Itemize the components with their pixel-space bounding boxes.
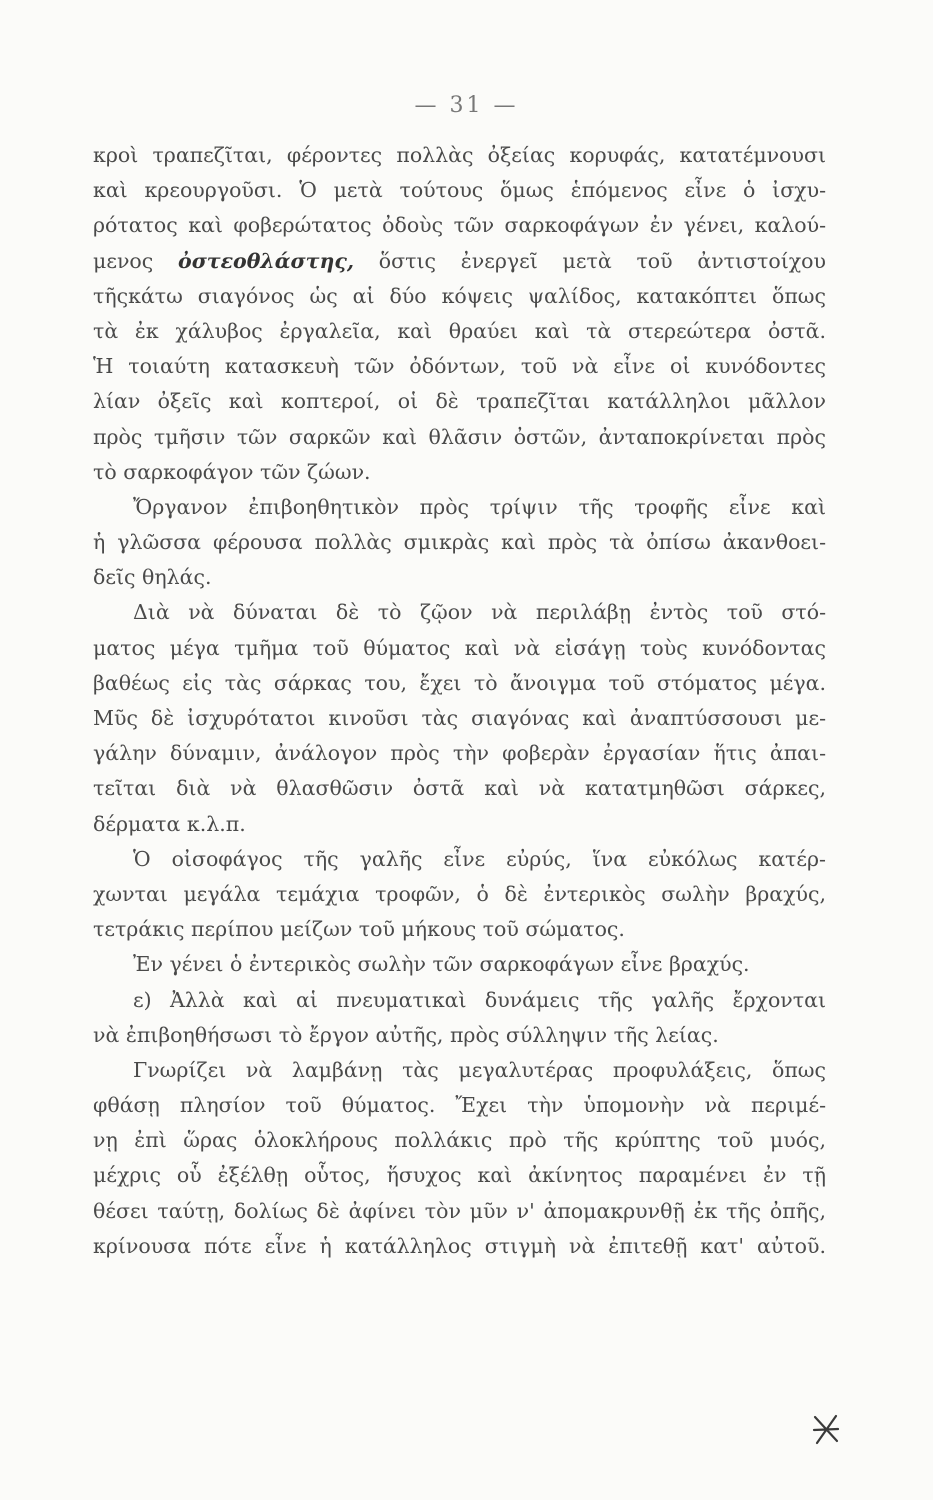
text-line: ματος μέγα τμῆμα τοῦ θύματος καὶ νὰ εἰσάγῃ τοὺς κυνόδοντας <box>93 635 826 660</box>
text-line: δεῖς θηλάς. <box>93 565 212 590</box>
text-line: μέχρις οὗ ἐξέλθῃ οὗτος, ἥσυχος καὶ ἀκίνητος παραμένει ἐν τῇ <box>93 1163 826 1188</box>
handwritten-x-mark-icon <box>812 1412 840 1446</box>
text-line: Ἡ τοιαύτη κατασκευὴ τῶν ὀδόντων, τοῦ νὰ εἶνε οἱ κυνόδοντες <box>93 354 826 379</box>
text-fragment: μενος <box>93 248 154 273</box>
text-line: βαθέως εἰς τὰς σάρκας του, ἔχει τὸ ἄνοιγμα τοῦ στόματος μέγα. <box>93 670 826 695</box>
text-line: τὰ ἐκ χάλυβος ἐργαλεῖα, καὶ θραύει καὶ τὰ στερεώτερα ὀστᾶ. <box>93 318 826 343</box>
text-line: Γνωρίζει νὰ λαμβάνῃ τὰς μεγαλυτέρας προφυλάξεις, ὅπως <box>133 1057 826 1082</box>
text-line: κρίνουσα πότε εἶνε ἡ κατάλληλος στιγμὴ νὰ ἐπιτεθῇ κατ' αὐτοῦ. <box>93 1233 826 1258</box>
text-line: φθάσῃ πλησίον τοῦ θύματος. Ἔχει τὴν ὑπομονὴν νὰ περιμέ- <box>93 1093 826 1118</box>
text-line-with-term <box>93 244 826 279</box>
text-line: νῃ ἐπὶ ὥρας ὁλοκλήρους πολλάκις πρὸ τῆς κρύπτης τοῦ μυός, <box>93 1128 826 1153</box>
text-line: λίαν ὀξεῖς καὶ κοπτεροί, οἱ δὲ τραπεζῖται κατάλληλοι μᾶλλον <box>93 389 826 414</box>
emphasized-term: ὀστεοθλάστης, <box>178 248 354 273</box>
text-line: τῆςκάτω σιαγόνος ὡς αἱ δύο κόψεις ψαλίδος, κατακόπτει ὅπως <box>93 283 826 308</box>
text-line: πρὸς τμῆσιν τῶν σαρκῶν καὶ θλᾶσιν ὀστῶν, ἀνταποκρίνεται πρὸς <box>93 424 826 449</box>
text-line: χωνται μεγάλα τεμάχια τροφῶν, ὁ δὲ ἐντερικὸς σωλὴν βραχύς, <box>93 881 826 906</box>
text-line: Μῦς δὲ ἰσχυρότατοι κινοῦσι τὰς σιαγόνας καὶ ἀναπτύσσουσι με- <box>93 706 826 730</box>
text-line: ε) Ἀλλὰ καὶ αἱ πνευματικαὶ δυνάμεις τῆς γαλῆς ἔρχονται <box>133 987 826 1012</box>
text-line: ἡ γλῶσσα φέρουσα πολλὰς σμικρὰς καὶ πρὸς τὰ ὀπίσω ἀκανθοει- <box>93 530 826 555</box>
body-text <box>93 138 826 1264</box>
text-line: κροὶ τραπεζῖται, φέροντες πολλὰς ὀξείας κορυφάς, κατατέμνουσι <box>93 143 826 167</box>
page-number: — 31 — <box>414 93 519 118</box>
text-line: τετράκις περίπου μείζων τοῦ μήκους τοῦ σώματος. <box>93 917 625 942</box>
text-line: Διὰ νὰ δύναται δὲ τὸ ζῷον νὰ περιλάβῃ ἐντὸς τοῦ στό- <box>133 600 826 625</box>
text-line: νὰ ἐπιβοηθήσωσι τὸ ἔργον αὐτῆς, πρὸς σύλληψιν τῆς λείας. <box>93 1022 719 1047</box>
text-line: ρότατος καὶ φοβερώτατος ὀδοὺς τῶν σαρκοφάγων ἐν γένει, καλού- <box>93 213 826 238</box>
text-fragment: ὅστις ἐνεργεῖ μετὰ τοῦ ἀντιστοίχου <box>378 248 826 273</box>
text-line: θέσει ταύτῃ, δολίως δὲ ἀφίνει τὸν μῦν ν' ἀπομακρυνθῇ ἐκ τῆς ὀπῆς, <box>93 1198 826 1223</box>
text-line: τεῖται διὰ νὰ θλασθῶσιν ὀστᾶ καὶ νὰ κατατμηθῶσι σάρκες, <box>93 776 826 801</box>
text-line: τὸ σαρκοφάγον τῶν ζώων. <box>93 459 371 484</box>
text-line: Ἐν γένει ὁ ἐντερικὸς σωλὴν τῶν σαρκοφάγων εἶνε βραχύς. <box>133 952 750 977</box>
text-line: γάλην δύναμιν, ἀνάλογον πρὸς τὴν φοβερὰν ἐργασίαν ἥτις ἀπαι- <box>93 741 826 766</box>
text-line: δέρματα κ.λ.π. <box>93 811 246 836</box>
text-line: καὶ κρεουργοῦσι. Ὁ μετὰ τούτους ὅμως ἑπόμενος εἶνε ὁ ἰσχυ- <box>93 178 826 203</box>
text-line: Ὄργανον ἐπιβοηθητικὸν πρὸς τρίψιν τῆς τροφῆς εἶνε καὶ <box>133 494 826 519</box>
text-line: Ὁ οἰσοφάγος τῆς γαλῆς εἶνε εὐρύς, ἵνα εὐκόλως κατέρ- <box>133 846 826 871</box>
